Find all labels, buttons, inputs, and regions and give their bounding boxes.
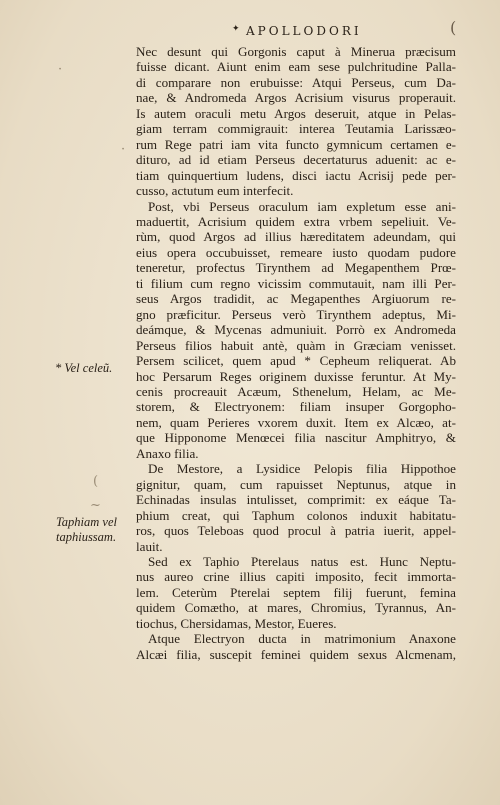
text-line: tiam quinquertium ludens, disci iactu Acrisij pede per-	[136, 167, 456, 183]
text-line: dituro, ad id etiam Perseus decertaturus aduenit: ac e-	[136, 152, 456, 168]
paragraph	[136, 554, 456, 631]
text-line: di comparare non erubuisse: Atqui Perseus, cum Da-	[136, 74, 456, 90]
text-line: Perseus filios habuit antè, quàm in Græciam venisset.	[136, 337, 456, 353]
text-line: quidem Comætho, at mares, Chromius, Tyrannus, An-	[136, 600, 456, 616]
text-line: hoc Persarum Reges originem duxisse feruntur. At My-	[136, 368, 456, 384]
text-line: Nec desunt qui Gorgonis caput à Minerua præcisum	[136, 44, 456, 59]
margin-note-line: taphiussam.	[56, 530, 117, 544]
paragraph	[136, 631, 456, 662]
text-line: eius opera occubuisset, remeare iusto quodam pudore	[136, 244, 456, 260]
paragraph	[136, 461, 456, 554]
text-line: tiochus, Chersidamas, Mestor, Eueres.	[136, 615, 337, 631]
text-line: teneretur, profectus Tirynthem ad Megapenthem Prœ-	[136, 260, 456, 276]
text-line: Persem scilicet, quem apud * Cepheum reliquerat. Ab	[136, 353, 456, 369]
text-line: Atque Electryon ducta in matrimonium Anaxone	[148, 631, 456, 647]
text-line: giam terram commigrauit: interea Teutamia Larissæo-	[136, 121, 456, 137]
text-line: Sed ex Taphio Pterelaus natus est. Hunc Neptu-	[148, 553, 456, 569]
text-line: ros, quos Teleboas quod procul à patria iuerit, appel-	[136, 523, 456, 539]
text-line: storem, & Electryonem: filiam insuper Gorgopho-	[136, 399, 456, 415]
text-line: Post, vbi Perseus oraculum iam expletum esse ani-	[148, 198, 456, 214]
text-line: Alcæi filia, suscepit feminei quidem sexus Alcmenam,	[136, 646, 456, 662]
margin-mark: ~	[90, 498, 101, 513]
paragraph	[136, 44, 456, 199]
text-line: nem, quam Perieres vxorem duxit. Item ex Alcæo, at-	[136, 414, 456, 430]
text-line: deámque, & Mycenas admuniuit. Porrò ex Andromeda	[136, 322, 456, 338]
text-line: Anaxo filia.	[136, 445, 199, 461]
page-edge-mark: (	[450, 18, 460, 37]
margin-mark: ·	[121, 142, 126, 157]
text-line: gno præficitur. Perseus verò Tirynthem adeptus, Mi-	[136, 306, 456, 322]
text-line: gignitur, quam, cum rapuisset Neptunus, atque in	[136, 476, 456, 492]
text-line: maduertit, Acrisium quidem extra vrbem sepeliuit. Ve-	[136, 213, 456, 229]
text-line: cusso, actutum eum interfecit.	[136, 183, 294, 199]
text-line: que Hipponome Menœcei filia nascitur Amphitryo, &	[136, 430, 456, 446]
text-line: lem. Ceterùm Pterelai septem filij fuerunt, femina	[136, 584, 456, 600]
paragraph	[136, 199, 456, 462]
text-line: fuisse dicant. Aiunt enim eam sese pulchritudine Palla-	[136, 59, 456, 75]
text-line: phium creat, qui Taphum colonos induxit habitatu-	[136, 507, 456, 523]
text-line: nae, & Andromeda Argos Acrisium visurus properauit.	[136, 90, 456, 106]
text-line: ti filium cum regno vicissim commutauit, nam illi Per-	[136, 275, 456, 291]
text-line: lauit.	[136, 538, 163, 554]
main-text	[136, 44, 456, 662]
text-line: seus Argos tradidit, ac Megapenthes Argiuorum re-	[136, 291, 456, 307]
header-ornament: ✦	[232, 24, 243, 34]
text-line: rùm, quod Argos ad illius hæreditatem adeundam, qui	[136, 229, 456, 245]
header-title: APOLLODORI	[246, 24, 362, 38]
text-line: cenis procreauit Acæum, Sthenelum, Helam, ac Me-	[136, 383, 456, 399]
margin-note	[56, 515, 117, 545]
margin-mark: (	[93, 474, 99, 489]
text-line: rum Rege patri iam vita functo gymnicum certamen e-	[136, 136, 456, 152]
text-line: De Mestore, a Lysidice Pelopis filia Hippothoe	[148, 461, 456, 477]
text-line: Echinadas insulas intulisset, comprimit: ex eáque Ta-	[136, 492, 456, 508]
margin-mark: ·	[58, 62, 63, 77]
margin-note: * Vel celeũ.	[55, 361, 113, 375]
text-line: Is autem oraculi metu Argos deseruit, atque in Pelas-	[136, 105, 456, 121]
text-line: nus aureo crine illius capiti imposito, fecit immorta-	[136, 569, 456, 585]
margin-note-line: Taphiam vel	[56, 515, 117, 529]
